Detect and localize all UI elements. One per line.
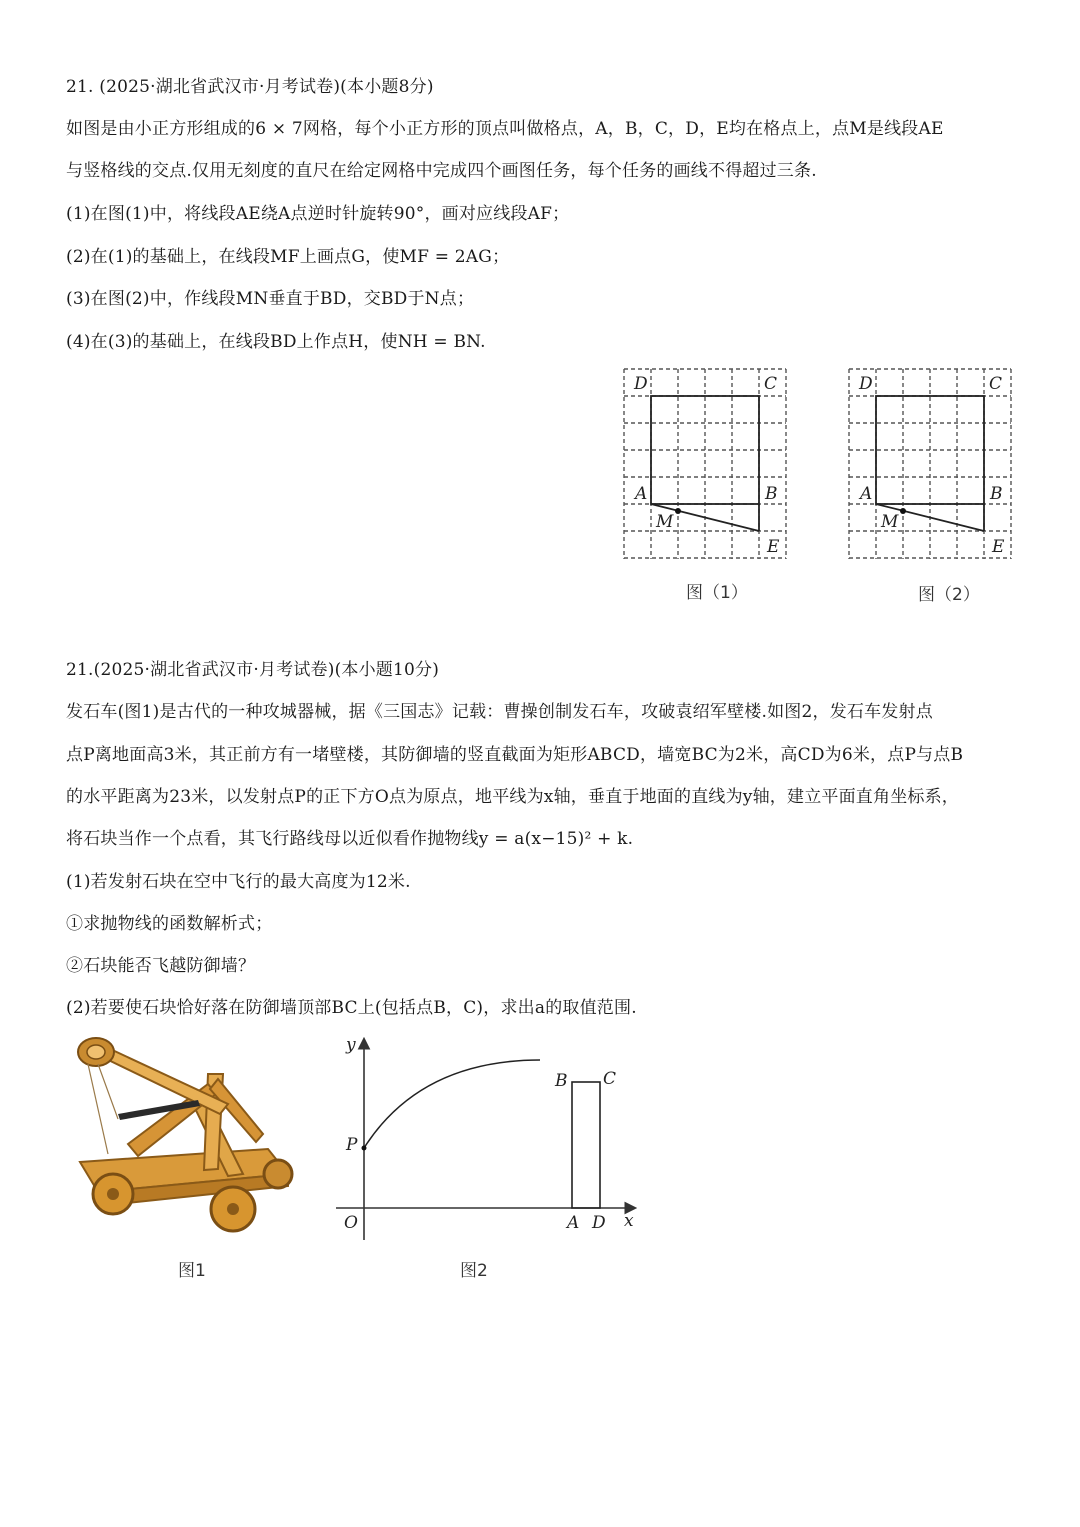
label-a: A <box>635 484 648 504</box>
label-d: D <box>592 1213 606 1233</box>
label-c: C <box>603 1069 617 1089</box>
problem1-text-line2: 与竖格线的交点.仅用无刻度的直尺在给定网格中完成四个画图任务，每个任务的画线不得超过三条. <box>66 161 817 181</box>
grid-figure-2 <box>841 364 1021 566</box>
point-m <box>900 508 906 514</box>
label-d: D <box>859 374 873 394</box>
catapult-figure-caption: 图1 <box>178 1261 206 1281</box>
label-c: C <box>764 374 778 394</box>
problem2-text-line3: 的水平距离为23米，以发射点P的正下方O点为原点，地平线为x轴，垂直于地面的直线为y轴，建立平面直角坐标系， <box>66 787 959 807</box>
origin-label: O <box>344 1213 358 1233</box>
label-b: B <box>555 1071 568 1091</box>
figure-2-caption: 图（2） <box>918 585 980 605</box>
label-e: E <box>767 537 780 557</box>
problem2-q1-part1: ①求抛物线的函数解析式； <box>66 914 273 934</box>
label-c: C <box>989 374 1003 394</box>
problem2-q1-part2: ②石块能否飞越防御墙？ <box>66 956 256 976</box>
x-axis-label: x <box>624 1211 634 1231</box>
y-axis-label: y <box>346 1035 356 1055</box>
defense-wall-rect <box>572 1082 600 1208</box>
parabola-curve <box>364 1060 540 1148</box>
label-b: B <box>990 484 1003 504</box>
catapult-illustration <box>78 1038 292 1231</box>
catapult-image <box>68 1034 294 1234</box>
problem2-text-line1: 发石车(图1)是古代的一种攻城器械，据《三国志》记载：曹操创制发石车，攻破袁绍军壁楼.如图2，发石车发射点 <box>66 702 933 722</box>
problem1-task1: (1)在图(1)中，将线段AE绕A点逆时针旋转90°，画对应线段AF； <box>66 204 570 224</box>
problem2-text-line2: 点P离地面高3米，其正前方有一堵壁楼，其防御墙的竖直截面为矩形ABCD，墙宽BC为2米，高CD为6米，点P与点B <box>66 745 964 765</box>
dashed-grid <box>849 369 1011 559</box>
label-b: B <box>765 484 778 504</box>
label-m: M <box>656 512 674 532</box>
point-p <box>362 1146 367 1151</box>
point-m <box>675 508 681 514</box>
problem2-header: 21.(2025·湖北省武汉市·月考试卷)(本小题10分) <box>66 660 440 680</box>
trajectory-plot <box>330 1030 646 1248</box>
label-a: A <box>860 484 873 504</box>
problem1-task4: (4)在(3)的基础上，在线段BD上作点H，使NH = BN. <box>66 332 486 352</box>
label-e: E <box>992 537 1005 557</box>
label-p: P <box>346 1135 358 1155</box>
label-d: D <box>634 374 648 394</box>
problem2-q2: (2)若要使石块恰好落在防御墙顶部BC上(包括点B，C)，求出a的取值范围. <box>66 998 637 1018</box>
problem1-header: 21. (2025·湖北省武汉市·月考试卷)(本小题8分) <box>66 77 434 97</box>
problem1-task3: (3)在图(2)中，作线段MN垂直于BD，交BD于N点； <box>66 289 475 309</box>
trajectory-figure-caption: 图2 <box>460 1261 488 1281</box>
dashed-grid <box>624 369 786 559</box>
figure-1-caption: 图（1） <box>686 583 748 603</box>
problem2-text-line4: 将石块当作一个点看，其飞行路线母以近似看作抛物线y = a(x−15)² + k. <box>66 829 634 849</box>
grid-figure-1 <box>616 364 796 566</box>
label-a: A <box>567 1213 580 1233</box>
problem1-text-line1: 如图是由小正方形组成的6 × 7网格，每个小正方形的顶点叫做格点，A，B，C，D，E均在格点上，点M是线段AE <box>66 119 944 139</box>
problem1-task2: (2)在(1)的基础上，在线段MF上画点G，使MF = 2AG； <box>66 247 510 267</box>
problem2-q1: (1)若发射石块在空中飞行的最大高度为12米. <box>66 872 411 892</box>
label-m: M <box>881 512 899 532</box>
